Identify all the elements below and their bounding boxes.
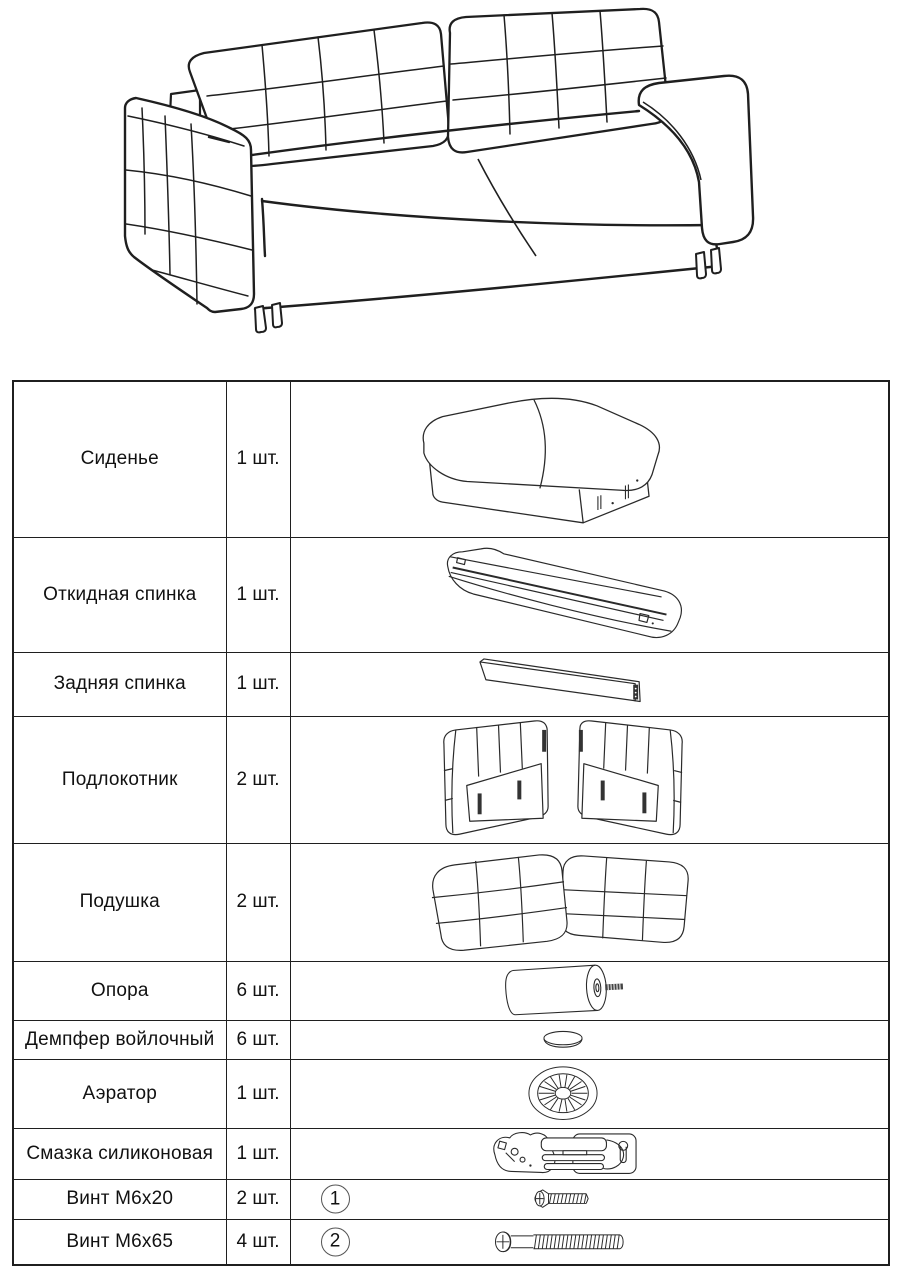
part-name: Подлокотник <box>13 716 226 843</box>
screw-m6x20-drawing <box>533 1187 593 1210</box>
part-qty: 1 шт. <box>226 652 290 716</box>
part-image-cell <box>290 843 889 961</box>
part-qty: 1 шт. <box>226 537 290 652</box>
rear-back-panel-drawing <box>474 656 652 711</box>
part-qty: 2 шт. <box>226 716 290 843</box>
part-image-cell <box>290 961 889 1020</box>
armrests-drawing <box>432 719 695 840</box>
part-image-cell <box>290 1020 889 1059</box>
felt-damper-drawing <box>542 1030 584 1049</box>
part-qty: 1 шт. <box>226 1059 290 1128</box>
part-qty: 1 шт. <box>226 381 290 537</box>
part-name: Аэратор <box>13 1059 226 1128</box>
leg-support-drawing <box>500 962 626 1019</box>
part-qty: 2 шт. <box>226 1179 290 1219</box>
table-row <box>13 652 889 716</box>
item-number-badge: 1 <box>321 1185 350 1214</box>
table-row <box>13 1179 889 1219</box>
parts-table <box>12 380 890 1266</box>
part-image-cell <box>290 1059 889 1128</box>
part-image-cell <box>290 1219 889 1265</box>
table-row <box>13 1020 889 1059</box>
part-name: Винт М6х20 <box>13 1179 226 1219</box>
table-row <box>13 716 889 843</box>
silicone-grease-drawing <box>486 1131 640 1176</box>
item-number-badge: 2 <box>321 1227 350 1256</box>
part-name: Задняя спинка <box>13 652 226 716</box>
part-image-cell <box>290 537 889 652</box>
table-row <box>13 381 889 537</box>
part-qty: 1 шт. <box>226 1128 290 1179</box>
sofa-line-drawing <box>112 6 762 341</box>
folding-backrest-drawing <box>436 543 691 647</box>
table-row <box>13 537 889 652</box>
screw-m6x65-drawing <box>494 1229 632 1255</box>
part-name: Демпфер войлочный <box>13 1020 226 1059</box>
part-name: Подушка <box>13 843 226 961</box>
aerator-drawing <box>526 1064 600 1122</box>
table-row <box>13 1128 889 1179</box>
part-name: Сиденье <box>13 381 226 537</box>
part-image-cell <box>290 652 889 716</box>
part-qty: 2 шт. <box>226 843 290 961</box>
part-qty: 6 шт. <box>226 961 290 1020</box>
part-image-cell <box>290 1128 889 1179</box>
table-row <box>13 843 889 961</box>
part-name: Смазка силиконовая <box>13 1128 226 1179</box>
cushions-drawing <box>424 850 702 953</box>
table-row <box>13 1059 889 1128</box>
part-name: Откидная спинка <box>13 537 226 652</box>
part-image-cell <box>290 1179 889 1219</box>
part-qty: 6 шт. <box>226 1020 290 1059</box>
table-row <box>13 1219 889 1265</box>
seat-drawing <box>416 394 711 524</box>
part-qty: 4 шт. <box>226 1219 290 1265</box>
part-name: Опора <box>13 961 226 1020</box>
part-image-cell <box>290 716 889 843</box>
part-image-cell <box>290 381 889 537</box>
table-row <box>13 961 889 1020</box>
part-name: Винт М6х65 <box>13 1219 226 1265</box>
